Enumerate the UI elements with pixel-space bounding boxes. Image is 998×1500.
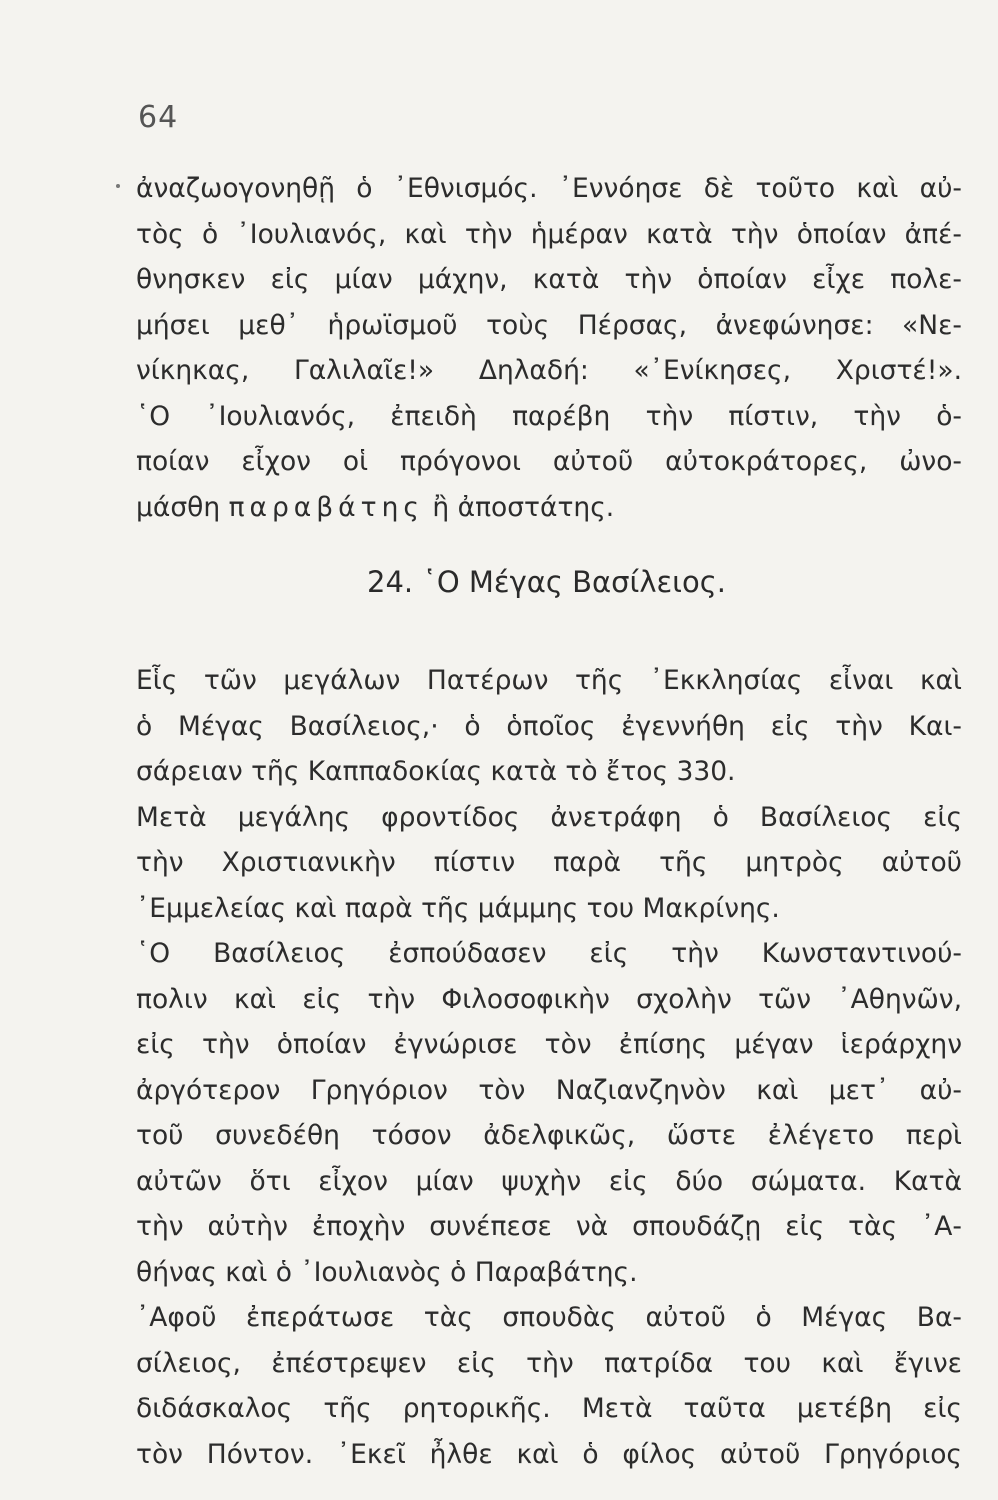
text-line: ἀργότερον Γρηγόριον τὸν Ναζιανζηνὸν καὶ μετ᾽ αὐ- [136,1074,962,1106]
paragraph-basil [136,658,962,1477]
text-line: ἀναζωογονηθῇ ὁ ᾽Εθνισμός. ᾽Εννόησε δὲ τοῦτο καὶ αὐ- [136,173,962,204]
text-line: Εἷς τῶν μεγάλων Πατέρων τῆς ᾽Εκκλησίας εἶναι καὶ [136,665,962,696]
text-line: νίκηκας, Γαλιλαῖε!» Δηλαδή: «᾽Ενίκησες, Χριστέ!». [136,355,962,386]
print-speck [116,184,120,188]
page-number: 64 [138,100,179,135]
text-line: τοῦ συνεδέθη τόσον ἀδελφικῶς, ὥστε ἐλέγετο περὶ [136,1120,962,1151]
text-line: θήνας καὶ ὁ ᾽Ιουλιανὸς ὁ Παραβάτης. [136,1256,638,1288]
spaced-emphasis-word: παραβάτης [228,491,424,523]
text-line: τὸν Πόντον. ᾽Εκεῖ ἦλθε καὶ ὁ φίλος αὐτοῦ Γρηγόριος [136,1438,962,1470]
text-line: Μετὰ μεγάλης φροντίδος ἀνετράφη ὁ Βασίλειος εἰς [136,801,962,833]
text-line: τὸς ὁ ᾽Ιουλιανός, καὶ τὴν ἡμέραν κατὰ τὴν ὁποίαν ἀπέ- [136,218,962,250]
text-line: ῾Ο ᾽Ιουλιανός, ἐπειδὴ παρέβη τὴν πίστιν, τὴν ὁ- [136,400,962,432]
text-fragment: ἢ ἀποστάτης. [423,491,615,523]
text-line: αὐτῶν ὅτι εἶχον μίαν ψυχὴν εἰς δύο σώματα. Κατὰ [136,1165,962,1197]
text-line: ᾽Αφοῦ ἐπεράτωσε τὰς σπουδὰς αὐτοῦ ὁ Μέγας Βα- [136,1302,962,1333]
text-line: σάρειαν τῆς Καππαδοκίας κατὰ τὸ ἔτος 330. [136,756,736,787]
text-line: τὴν αὐτὴν ἐποχὴν συνέπεσε νὰ σπουδάζῃ εἰς τὰς ᾽Α- [136,1211,962,1242]
paragraph-julian [136,166,962,530]
text-line: ᾽Εμμελείας καὶ παρὰ τῆς μάμμης του Μακρίνης. [136,892,780,924]
text-line: σίλειος, ἐπέστρεψεν εἰς τὴν πατρίδα του καὶ ἔγινε [136,1347,962,1379]
text-line: τὴν Χριστιανικὴν πίστιν παρὰ τῆς μητρὸς αὐτοῦ [136,847,962,878]
text-line: ποίαν εἶχον οἱ πρόγονοι αὐτοῦ αὐτοκράτορες, ὠνο- [136,446,962,477]
text-line: ὁ Μέγας Βασίλειος,· ὁ ὁποῖος ἐγεννήθη εἰς τὴν Και- [136,710,962,742]
text-line [136,485,962,531]
chapter-heading: 24. ῾Ο Μέγας Βασίλειος. [367,565,726,599]
text-line: διδάσκαλος τῆς ρητορικῆς. Μετὰ ταῦτα μετέβη εἰς [136,1393,962,1424]
text-fragment: μάσθη [136,491,229,523]
text-line: θνησκεν εἰς μίαν μάχην, κατὰ τὴν ὁποίαν εἶχε πολε- [136,264,962,295]
text-line: εἰς τὴν ὁποίαν ἐγνώρισε τὸν ἐπίσης μέγαν ἱεράρχην [136,1029,962,1060]
text-line: ῾Ο Βασίλειος ἐσπούδασεν εἰς τὴν Κωνσταντινού- [136,938,962,969]
text-line: πολιν καὶ εἰς τὴν Φιλοσοφικὴν σχολὴν τῶν ᾽Αθηνῶν, [136,983,962,1015]
text-line: μήσει μεθ᾽ ἡρωϊσμοῦ τοὺς Πέρσας, ἀνεφώνησε: «Νε- [136,309,962,341]
